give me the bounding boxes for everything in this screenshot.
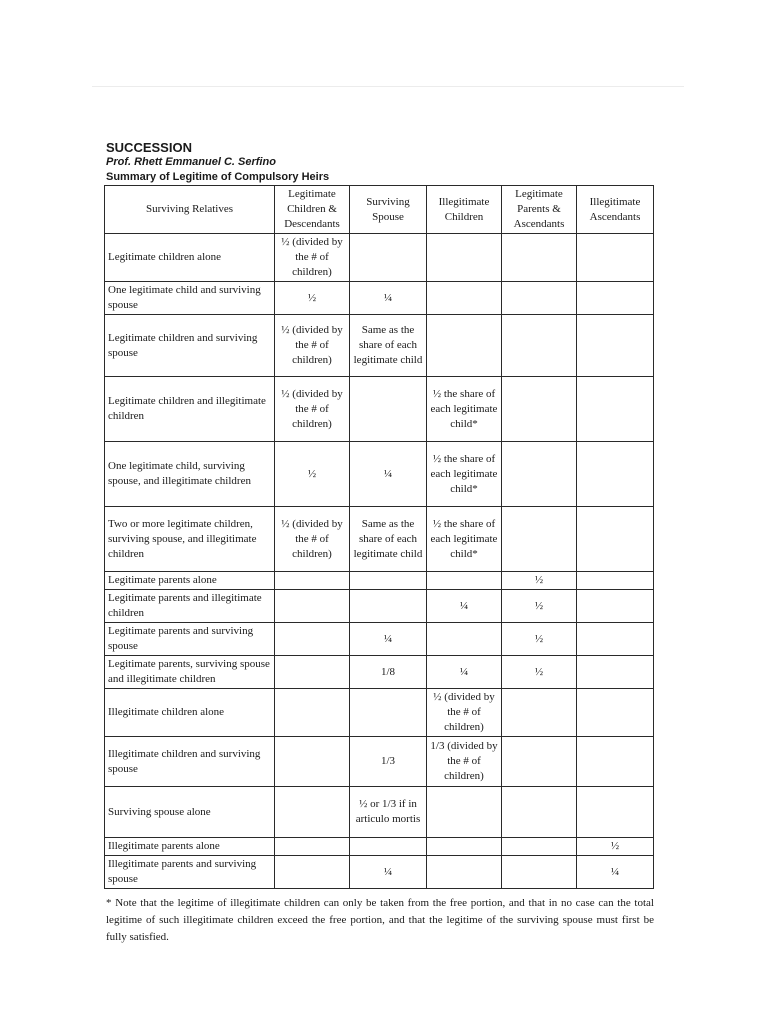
legitimate-parents-cell — [502, 234, 577, 282]
legitimate-parents-cell — [502, 315, 577, 377]
footnote: * Note that the legitime of illegitimate children can only be taken from the free portion, and that in no case can the total legitime of such illegitimate children exceed the free portion, and that the legitime of the surviving spouse must first be fully satisfied. — [106, 897, 654, 943]
legitimate-children-cell: ½ (divided by the # of children) — [275, 315, 350, 377]
spouse-cell: Same as the share of each legitimate child — [350, 507, 427, 572]
table-row — [105, 623, 654, 656]
spouse-cell — [350, 572, 427, 590]
table-row — [105, 572, 654, 590]
legitimate-parents-cell — [502, 856, 577, 889]
table-row — [105, 282, 654, 315]
relatives-cell: Legitimate children alone — [105, 234, 275, 282]
legitimate-children-cell: ½ (divided by the # of children) — [275, 234, 350, 282]
relatives-cell: Illegitimate children and surviving spouse — [105, 737, 275, 787]
legitimate-children-cell — [275, 787, 350, 838]
column-header-illegitimate-children: Illegitimate Children — [427, 186, 502, 234]
illegitimate-children-cell — [427, 787, 502, 838]
legitimate-parents-cell: ½ — [502, 572, 577, 590]
legitimate-parents-cell: ½ — [502, 590, 577, 623]
legitimate-parents-cell: ½ — [502, 656, 577, 689]
table-row — [105, 315, 654, 377]
illegitimate-children-cell — [427, 282, 502, 315]
illegitimate-children-cell: ½ (divided by the # of children) — [427, 689, 502, 737]
illegitimate-children-cell: 1/3 (divided by the # of children) — [427, 737, 502, 787]
illegitimate-children-cell — [427, 572, 502, 590]
illegitimate-children-cell: ½ the share of each legitimate child* — [427, 442, 502, 507]
relatives-cell: Two or more legitimate children, surviving spouse, and illegitimate children — [105, 507, 275, 572]
relatives-cell: Legitimate parents alone — [105, 572, 275, 590]
legitimate-parents-cell — [502, 689, 577, 737]
spouse-cell: ¼ — [350, 856, 427, 889]
illegitimate-ascendants-cell — [577, 689, 654, 737]
table-row — [105, 856, 654, 889]
spouse-cell: ¼ — [350, 442, 427, 507]
legitimate-children-cell: ½ — [275, 442, 350, 507]
document-heading — [106, 140, 329, 185]
legitimate-children-cell — [275, 590, 350, 623]
illegitimate-ascendants-cell: ¼ — [577, 856, 654, 889]
legitime-table — [104, 185, 654, 889]
relatives-cell: Legitimate parents, surviving spouse and illegitimate children — [105, 656, 275, 689]
illegitimate-ascendants-cell: ½ — [577, 838, 654, 856]
column-header-surviving-relatives: Surviving Relatives — [105, 186, 275, 234]
spouse-cell: ¼ — [350, 623, 427, 656]
legitimate-children-cell: ½ (divided by the # of children) — [275, 507, 350, 572]
spouse-cell: Same as the share of each legitimate child — [350, 315, 427, 377]
spouse-cell — [350, 234, 427, 282]
illegitimate-children-cell: ¼ — [427, 656, 502, 689]
illegitimate-children-cell: ½ the share of each legitimate child* — [427, 507, 502, 572]
relatives-cell: Surviving spouse alone — [105, 787, 275, 838]
relatives-cell: One legitimate child and surviving spouse — [105, 282, 275, 315]
page-top-rule — [92, 86, 684, 87]
legitimate-parents-cell — [502, 787, 577, 838]
relatives-cell: Illegitimate parents alone — [105, 838, 275, 856]
legitimate-children-cell — [275, 838, 350, 856]
table-row — [105, 377, 654, 442]
illegitimate-ascendants-cell — [577, 656, 654, 689]
relatives-cell: Legitimate parents and illegitimate children — [105, 590, 275, 623]
column-header-legitimate-parents: Legitimate Parents & Ascendants — [502, 186, 577, 234]
column-header-legitimate-children: Legitimate Children & Descendants — [275, 186, 350, 234]
illegitimate-children-cell: ¼ — [427, 590, 502, 623]
illegitimate-ascendants-cell — [577, 315, 654, 377]
illegitimate-ascendants-cell — [577, 787, 654, 838]
spouse-cell: ½ or 1/3 if in articulo mortis — [350, 787, 427, 838]
legitimate-parents-cell — [502, 442, 577, 507]
table-header-row — [105, 186, 654, 234]
illegitimate-children-cell — [427, 838, 502, 856]
legitimate-parents-cell: ½ — [502, 623, 577, 656]
legitimate-parents-cell — [502, 737, 577, 787]
illegitimate-children-cell — [427, 234, 502, 282]
table-row — [105, 234, 654, 282]
table-row — [105, 507, 654, 572]
column-header-illegitimate-ascendants: Illegitimate Ascendants — [577, 186, 654, 234]
illegitimate-ascendants-cell — [577, 590, 654, 623]
spouse-cell — [350, 689, 427, 737]
illegitimate-ascendants-cell — [577, 507, 654, 572]
legitimate-children-cell: ½ — [275, 282, 350, 315]
illegitimate-ascendants-cell — [577, 737, 654, 787]
relatives-cell: Illegitimate parents and surviving spouse — [105, 856, 275, 889]
spouse-cell — [350, 377, 427, 442]
table-row — [105, 656, 654, 689]
relatives-cell: Legitimate children and illegitimate children — [105, 377, 275, 442]
legitimate-parents-cell — [502, 507, 577, 572]
illegitimate-ascendants-cell — [577, 572, 654, 590]
table-row — [105, 737, 654, 787]
legitimate-parents-cell — [502, 282, 577, 315]
legitimate-children-cell — [275, 689, 350, 737]
illegitimate-ascendants-cell — [577, 442, 654, 507]
spouse-cell: 1/3 — [350, 737, 427, 787]
relatives-cell: Legitimate children and surviving spouse — [105, 315, 275, 377]
illegitimate-children-cell: ½ the share of each legitimate child* — [427, 377, 502, 442]
illegitimate-ascendants-cell — [577, 623, 654, 656]
illegitimate-ascendants-cell — [577, 377, 654, 442]
relatives-cell: Illegitimate children alone — [105, 689, 275, 737]
document-author: Prof. Rhett Emmanuel C. Serfino — [106, 156, 276, 168]
illegitimate-children-cell — [427, 623, 502, 656]
legitimate-children-cell — [275, 623, 350, 656]
illegitimate-children-cell — [427, 315, 502, 377]
spouse-cell — [350, 590, 427, 623]
legitimate-children-cell: ½ (divided by the # of children) — [275, 377, 350, 442]
illegitimate-children-cell — [427, 856, 502, 889]
illegitimate-ascendants-cell — [577, 234, 654, 282]
spouse-cell: 1/8 — [350, 656, 427, 689]
legitimate-parents-cell — [502, 377, 577, 442]
legitimate-children-cell — [275, 737, 350, 787]
relatives-cell: Legitimate parents and surviving spouse — [105, 623, 275, 656]
legitimate-children-cell — [275, 856, 350, 889]
relatives-cell: One legitimate child, surviving spouse, and illegitimate children — [105, 442, 275, 507]
table-row — [105, 689, 654, 737]
column-header-surviving-spouse: Surviving Spouse — [350, 186, 427, 234]
legitimate-parents-cell — [502, 838, 577, 856]
table-row — [105, 838, 654, 856]
spouse-cell — [350, 838, 427, 856]
document-title: SUCCESSION — [106, 140, 192, 155]
legitimate-children-cell — [275, 572, 350, 590]
illegitimate-ascendants-cell — [577, 282, 654, 315]
table-row — [105, 442, 654, 507]
table-row — [105, 590, 654, 623]
table-row — [105, 787, 654, 838]
spouse-cell: ¼ — [350, 282, 427, 315]
legitimate-children-cell — [275, 656, 350, 689]
document-subtitle: Summary of Legitime of Compulsory Heirs — [106, 171, 330, 183]
